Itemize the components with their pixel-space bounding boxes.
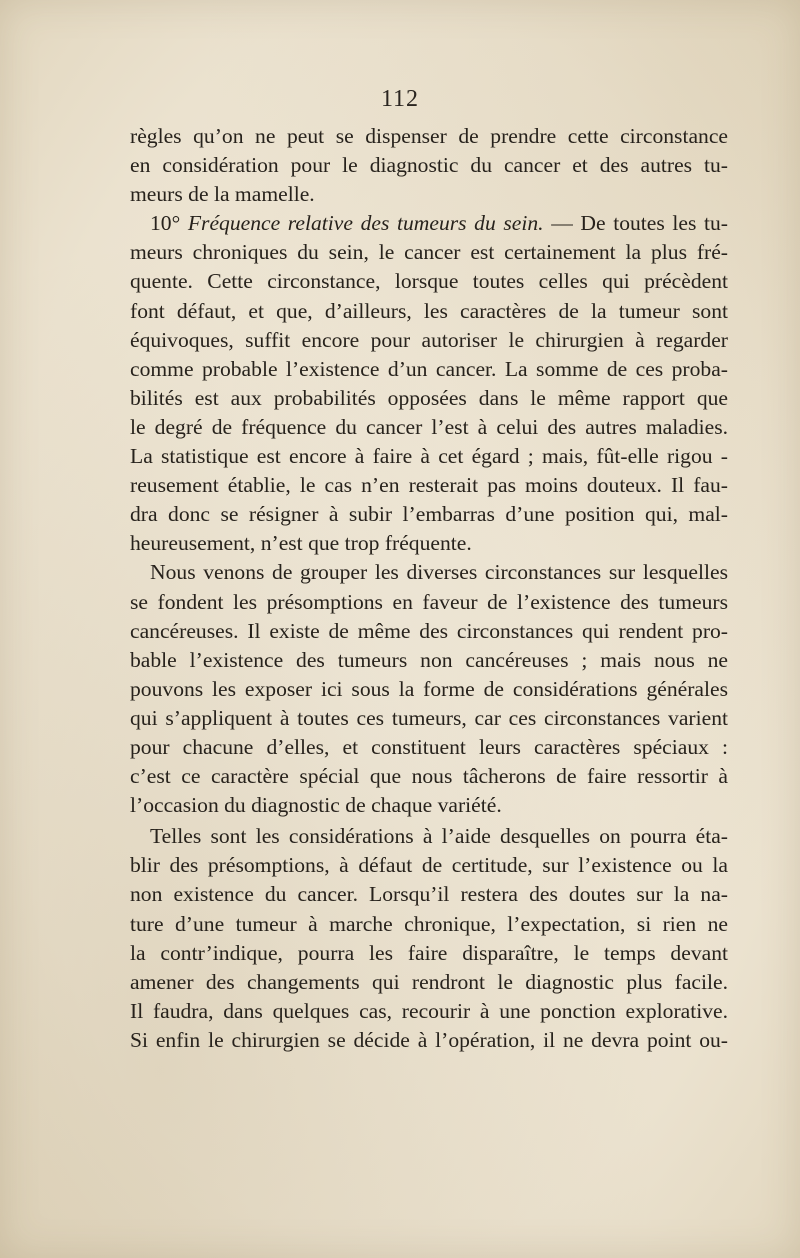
text-line: cancéreuses. Il existe de même des circonstances qui rendent pro-	[130, 618, 728, 643]
text-line: quente. Cette circonstance, lorsque toutes celles qui précèdent	[130, 269, 728, 294]
text-line: l’occasion du diagnostic de chaque variété.	[130, 793, 502, 818]
paragraph-2	[130, 209, 728, 558]
text-line: Il faudra, dans quelques cas, recourir à une ponction explorative.	[130, 998, 728, 1023]
text-line: règles qu’on ne peut se dispenser de prendre cette circonstance	[130, 124, 728, 148]
text-line: équivoques, suffit encore pour autoriser le chirurgien à regarder	[130, 327, 728, 352]
text-line: ture d’une tumeur à marche chronique, l’expectation, si rien ne	[130, 911, 728, 936]
text-line: reusement établie, le cas n’en resterait pas moins douteux. Il fau-	[130, 473, 728, 498]
text-line: amener des changements qui rendront le diagnostic plus facile.	[130, 969, 728, 994]
text-line: blir des présomptions, à défaut de certitude, sur l’existence ou la	[130, 853, 728, 878]
text-line: le degré de fréquence du cancer l’est à celui des autres maladies.	[130, 414, 728, 439]
text-line: dra donc se résigner à subir l’embarras d’une position qui, mal-	[130, 502, 728, 527]
text-line: La statistique est encore à faire à cet égard ; mais, fût-elle rigou -	[130, 444, 728, 469]
section-heading-line	[130, 209, 728, 238]
body-text	[130, 122, 728, 1055]
text-line: bilités est aux probabilités opposées dans le même rapport que	[130, 385, 728, 410]
text-line: heureusement, n’est que trop fréquente.	[130, 531, 472, 556]
text-line: Nous venons de grouper les diverses circonstances sur lesquelles	[150, 560, 728, 585]
text-line: pour chacune d’elles, et constituent leurs caractères spéciaux :	[130, 734, 728, 759]
text-line: comme probable l’existence d’un cancer. La somme de ces proba-	[130, 356, 728, 381]
text-line: Si enfin le chirurgien se décide à l’opération, il ne devra point ou-	[130, 1027, 728, 1052]
text-line: font défaut, et que, d’ailleurs, les caractères de la tumeur sont	[130, 298, 728, 323]
text-line: meurs de la mamelle.	[130, 182, 315, 207]
text-line: en considération pour le diagnostic du cancer et des autres tu-	[130, 153, 728, 178]
paragraph-4	[130, 822, 728, 1055]
text-line: Telles sont les considérations à l’aide desquelles on pourra éta-	[150, 824, 728, 849]
section-title: Fréquence relative des tumeurs du sein.	[187, 211, 544, 236]
section-number: 10°	[150, 211, 181, 236]
text-line: bable l’existence des tumeurs non cancéreuses ; mais nous ne	[130, 647, 728, 672]
text-line: qui s’appliquent à toutes ces tumeurs, car ces circonstances varient	[130, 705, 728, 730]
text-line: non existence du cancer. Lorsqu’il restera des doutes sur la na-	[130, 882, 728, 907]
text-line: pouvons les exposer ici sous la forme de considérations générales	[130, 676, 728, 701]
text-line: la contr’indique, pourra les faire disparaître, le temps devant	[130, 940, 728, 965]
text-line: se fondent les présomptions en faveur de l’existence des tumeurs	[130, 589, 728, 614]
paragraph-3	[130, 558, 728, 820]
paragraph-1	[130, 122, 728, 209]
section-heading-rest: — De toutes les tu-	[543, 211, 728, 236]
page-number: 112	[380, 86, 420, 112]
text-line: meurs chroniques du sein, le cancer est certainement la plus fré-	[130, 240, 728, 265]
text-line: c’est ce caractère spécial que nous tâcherons de faire ressortir à	[130, 764, 728, 789]
